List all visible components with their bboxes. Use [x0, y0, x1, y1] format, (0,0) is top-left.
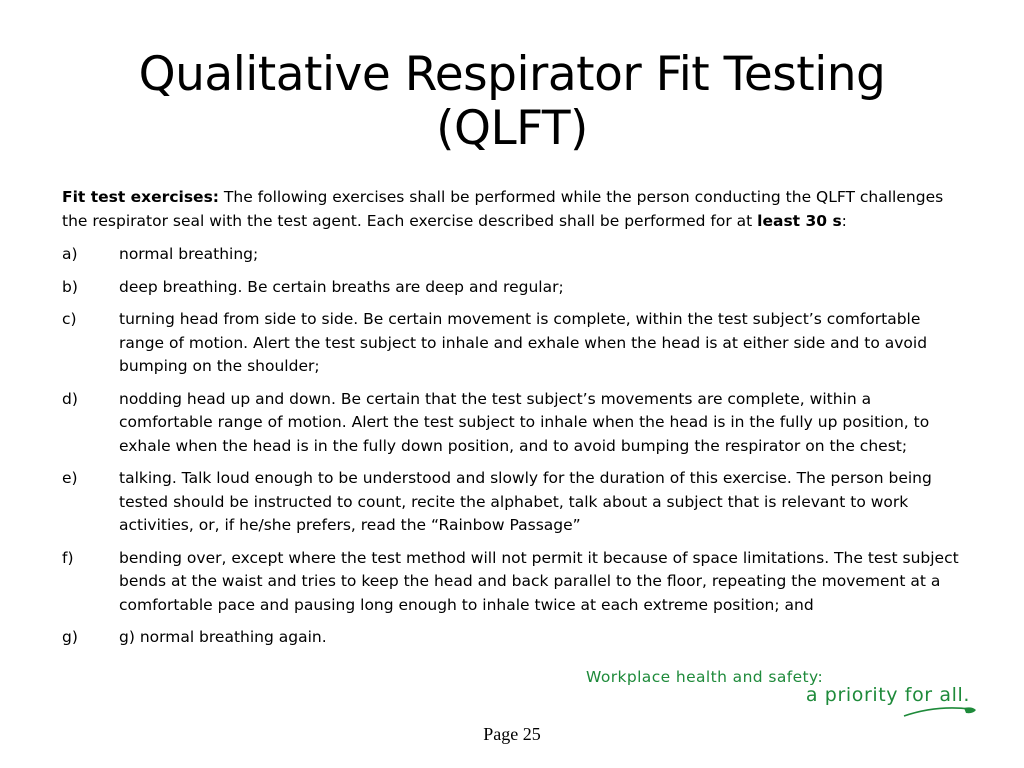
exercise-text: turning head from side to side. Be certain movement is complete, within the test subject’s comfortable range of motion. Alert the test subject to inhale and exhale when the head is at either side and to avoid bumping on the shoulder;: [119, 310, 928, 375]
intro-emphasis: least 30 s: [757, 211, 842, 230]
exercise-marker: e): [62, 469, 78, 487]
exercise-item: [62, 626, 962, 650]
exercise-list: [62, 243, 962, 650]
exercise-marker: f): [62, 548, 74, 567]
exercise-item: [62, 243, 962, 267]
logo-tagline-line1: Workplace health and safety:: [586, 668, 824, 686]
exercise-text: talking. Talk loud enough to be understood and slowly for the duration of this exercise. The person being tested should be instructed to count, recite the alphabet, talk about a subject that is relevant to work activities, or, if he/she prefers, read the “Rainbow Passage”: [119, 469, 932, 534]
exercise-item: [62, 388, 962, 459]
intro-text: The following exercises shall be performed while the person conducting the QLFT challenges the respirator seal with the test agent. Each exercise described shall be performed for at: [62, 188, 944, 230]
slide-title: [0, 48, 1024, 156]
exercise-text: deep breathing. Be certain breaths are deep and regular;: [119, 277, 564, 296]
slide-title-line1: Qualitative Respirator Fit Testing: [138, 47, 886, 102]
slide-content: [62, 186, 962, 659]
exercise-text: bending over, except where the test method will not permit it because of space limitations. The test subject bends at the waist and tries to keep the head and back parallel to the floor, repeating the movement at a comfortable pace and pausing long enough to inhale twice at each extreme position; and: [119, 548, 959, 614]
intro-text-end: :: [841, 211, 847, 230]
exercise-marker: c): [62, 310, 77, 328]
exercise-text: g) normal breathing again.: [119, 628, 327, 646]
exercise-marker: a): [62, 245, 78, 263]
exercise-item: [62, 276, 962, 300]
slide-title-line2: (QLFT): [436, 101, 588, 156]
exercise-item: [62, 308, 962, 379]
exercise-marker: g): [62, 628, 78, 646]
intro-paragraph: [62, 186, 962, 233]
exercise-marker: d): [62, 389, 78, 408]
exercise-item: [62, 467, 962, 538]
exercise-item: [62, 547, 962, 618]
intro-label: Fit test exercises:: [62, 188, 219, 206]
exercise-text: normal breathing;: [119, 245, 259, 263]
exercise-marker: b): [62, 277, 78, 296]
page-number: Page 25: [483, 724, 541, 744]
logo-tagline-line2: a priority for all.: [805, 684, 970, 706]
exercise-text: nodding head up and down. Be certain that the test subject’s movements are complete, within a comfortable range of motion. Alert the test subject to inhale when the head is in the fully up position, to exhale when the head is in the fully down position, and to avoid bumping the respirator on the chest;: [119, 389, 930, 455]
workplace-safety-logo: [586, 668, 978, 720]
logo-swoosh-icon: [586, 668, 978, 720]
